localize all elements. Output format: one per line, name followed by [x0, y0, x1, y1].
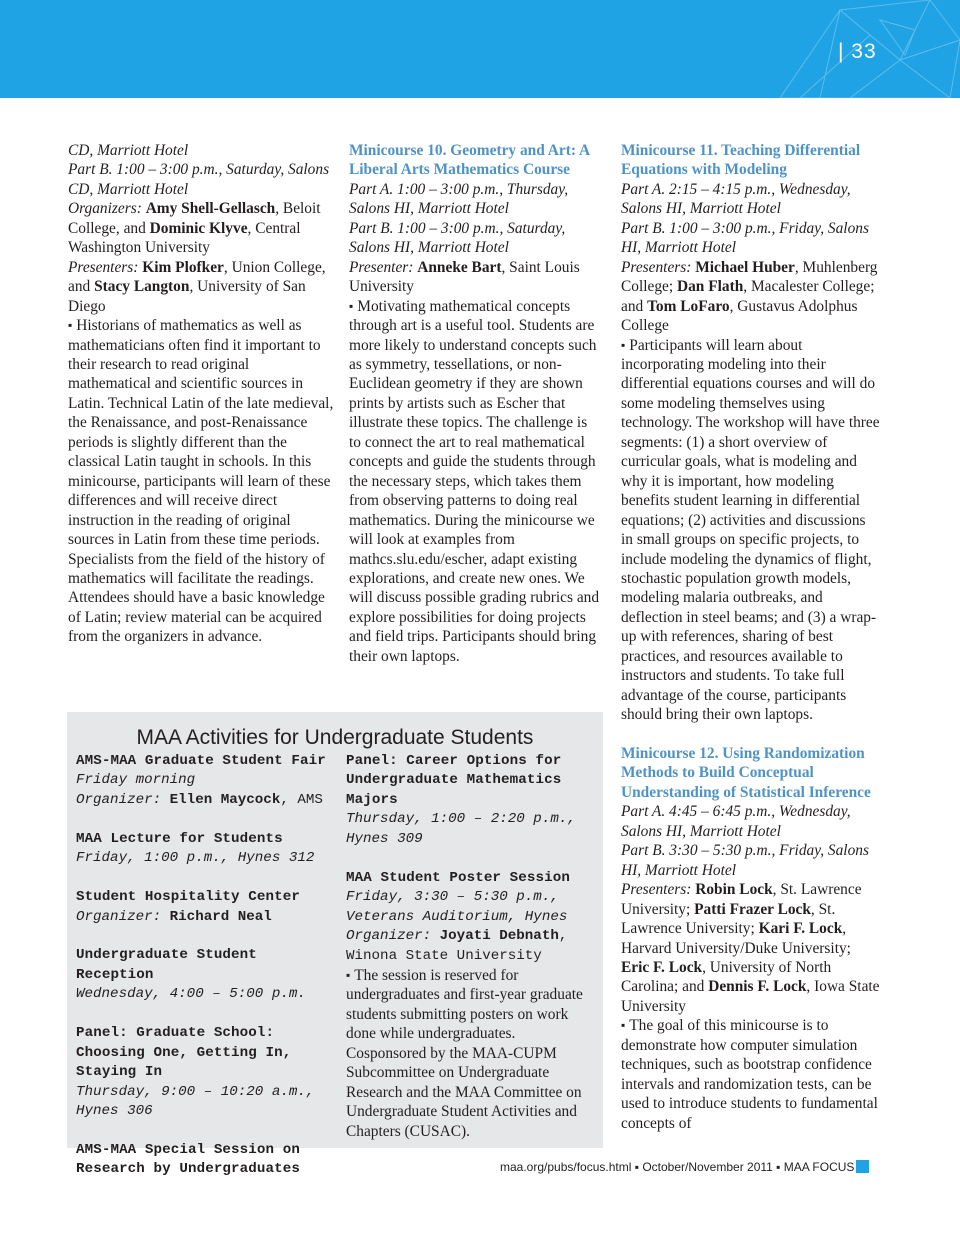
presenter-affiliation: , Harvard University/Duke University; [621, 920, 851, 957]
part-a-line: Part A. 2:15 – 4:15 p.m., Wednesday, Salons HI, Marriott Hotel [621, 180, 851, 218]
organizer-label: Organizer: [76, 908, 162, 925]
event-time: Thursday, 9:00 – 10:20 a.m., Hynes 306 [76, 1083, 315, 1120]
organizer-affiliation: , Winona State University [346, 928, 568, 964]
location-line: CD, Marriott Hotel [68, 142, 189, 159]
minicourse-description: ▪ Participants will learn about incorporating modeling into their differential equations courses and will do some modeling themselves using technology. The workshop will have three segments: (1) a short overview of curricular goals, what is modeling and why it is important, how modeling benefits student learning in differential equations; (2) activities and discussions in small groups on specific projects, to include modeling the dynamics of flight, stochastic population growth models, modeling malaria outbreaks, and deflection in steel beams; and (3) a wrap-up with references, sharing of best practices, and resources available to instructors and students. To take full advantage of the course, participants should bring their own laptops. [621, 336, 881, 725]
presenters-label: Presenters: [621, 258, 692, 276]
undergraduate-activities-box [67, 712, 603, 1178]
box-title: MAA Activities for Undergraduate Students [136, 726, 534, 749]
event-organizer [346, 927, 596, 966]
presenter-name: Robin Lock [695, 881, 773, 899]
presenters-line [621, 258, 881, 336]
minicourse-description: ▪ The goal of this minicourse is to demonstrate how computer simulation techniques, such as bootstrap confidence intervals and randomization tests, can be used to introduce students to fundamental concepts of [621, 1016, 881, 1133]
event-title: MAA Lecture for Students [76, 830, 283, 847]
minicourse-11-title: Minicourse 11. Teaching Differential Equations with Modeling [621, 142, 861, 179]
page-number: | 33 [838, 40, 877, 63]
organizer-name: Joyati Debnath [439, 928, 559, 945]
minicourse-10-title: Minicourse 10. Geometry and Art: A Liberal Arts Mathematics Course [349, 142, 590, 179]
column-1 [68, 141, 334, 647]
presenter-name: Dennis F. Lock [708, 978, 807, 996]
geometric-decoration-icon [700, 0, 960, 98]
organizer-name: Amy Shell-Gellasch [145, 200, 276, 218]
presenter-affiliation: , Saint Louis University [349, 258, 580, 296]
presenter-affiliation: , Gustavus Adolphus College [621, 297, 858, 335]
presenter-affiliation: , University of North Carolina; and [621, 959, 832, 996]
presenter-affiliation: , Macalester College; and [621, 278, 875, 315]
presenters-label: Presenters: [68, 258, 139, 276]
event-time: Thursday, 1:00 – 2:20 p.m., Hynes 309 [346, 811, 576, 847]
event-time: Friday morning [76, 772, 196, 789]
organizer-name: Dominic Klyve [149, 219, 248, 237]
box-column-right [346, 752, 596, 1141]
presenters-label: Presenters: [621, 881, 692, 899]
presenter-affiliation: , St. Lawrence University; [621, 900, 836, 938]
minicourse-description: ▪ Motivating mathematical concepts through art is a useful tool. Students are more likely to understand concepts such as symmetry, tessellations, or non-Euclidean geometry if they are shown prints by artists such as Escher that illustrate these topics. The challenge is to connect the art to real mathematical concepts and guide the students through the necessary steps, which takes them from observing patterns to doing real mathematics. During the minicourse we will look at examples from mathcs.slu.edu/escher, adapt existing explorations, and create new ones. We will discuss possible grading rubrics and explore possibilities for doing projects and field trips. Participants should bring their own laptops. [349, 297, 603, 667]
event-title: MAA Student Poster Session [346, 869, 570, 886]
event-time: Friday, 3:30 – 5:30 p.m., Veterans Auditorium, Hynes [346, 889, 568, 925]
part-a-line: Part A. 1:00 – 3:00 p.m., Thursday, Salons HI, Marriott Hotel [349, 180, 569, 218]
footer-square-icon [856, 1160, 869, 1173]
presenter-label: Presenter: [349, 258, 414, 276]
presenter-name: Kari F. Lock [758, 920, 843, 938]
presenter-affiliation: , St. Lawrence University; [621, 881, 862, 918]
minicourse-12-title: Minicourse 12. Using Randomization Methods to Build Conceptual Understanding of Statistical Inference [621, 745, 871, 801]
part-b-line: Part B. 1:00 – 3:00 p.m., Saturday, Salons CD, Marriott Hotel [68, 161, 330, 198]
page-footer: maa.org/pubs/focus.html ▪ October/November 2011 ▪ MAA FOCUS [500, 1160, 855, 1174]
presenter-name: Dan Flath [677, 278, 744, 296]
column-3 [621, 141, 881, 1133]
event-organizer [76, 791, 332, 810]
part-b-line: Part B. 1:00 – 3:00 p.m., Saturday, Salons HI, Marriott Hotel [349, 219, 566, 257]
minicourse-description: ▪ Historians of mathematics as well as mathematicians often find it important to their research to read original mathematical and scientific sources in Latin. Technical Latin of the late medieval, the Renaissance, and post-Renaissance periods is slightly different than the classical Latin taught in schools. In this minicourse, participants will learn of these differences and will receive direct instruction in the reading of original sources in Latin from these time periods. Specialists from the field of the history of mathematics will facilitate the readings. Attendees should have a basic knowledge of Latin; review material can be acquired from the organizers in advance. [68, 316, 334, 647]
organizer-label: Organizer: [346, 928, 432, 945]
box-column-left [76, 752, 332, 1180]
event-title: AMS-MAA Special Session on Research by Undergraduates [76, 1141, 300, 1178]
organizers-line [68, 199, 334, 257]
presenter-name: Stacy Langton [94, 278, 190, 296]
header-bar [0, 0, 960, 98]
organizer-affiliation: , Beloit College, and [68, 200, 321, 237]
event-title: AMS-MAA Graduate Student Fair [76, 753, 326, 769]
event-title: Undergraduate Student Reception [76, 947, 257, 983]
organizer-name: Ellen Maycock [169, 791, 281, 808]
presenter-name: Eric F. Lock [621, 959, 703, 977]
event-time: Friday, 1:00 p.m., Hynes 312 [76, 850, 315, 867]
event-organizer [76, 908, 332, 927]
event-title: Panel: Career Options for Undergraduate Mathematics Majors [346, 753, 562, 808]
organizer-affiliation: , Central Washington University [68, 219, 301, 257]
presenter-line [349, 258, 603, 297]
presenter-affiliation: , Union College, and [68, 258, 326, 296]
organizer-affiliation: , AMS [280, 791, 323, 808]
event-description: ▪ The session is reserved for undergraduates and first-year graduate students submitting posters on work done while undergraduates. Cosponsored by the MAA-CUPM Subcommittee on Undergraduate Research and the MAA Committee on Undergraduate Student Activities and Chapters (CUSAC). [346, 966, 596, 1141]
part-b-line: Part B. 3:30 – 5:30 p.m., Friday, Salons HI, Marriott Hotel [621, 842, 869, 879]
presenter-name: Michael Huber [695, 258, 795, 276]
presenter-affiliation: , Muhlenberg College; [621, 258, 878, 296]
part-b-line: Part B. 1:00 – 3:00 p.m., Friday, Salons HI, Marriott Hotel [621, 219, 869, 257]
organizer-label: Organizer: [76, 791, 162, 808]
column-2 [349, 141, 603, 666]
presenter-affiliation: , Iowa State University [621, 978, 880, 1015]
part-a-line: Part A. 4:45 – 6:45 p.m., Wednesday, Salons HI, Marriott Hotel [621, 803, 851, 840]
event-title: Student Hospitality Center [76, 889, 300, 906]
organizer-name: Richard Neal [169, 908, 272, 925]
presenter-name: Kim Plofker [142, 258, 224, 276]
presenter-name: Tom LoFaro [647, 297, 730, 315]
presenters-line [621, 880, 881, 1016]
presenters-line [68, 258, 334, 316]
organizers-label: Organizers: [68, 200, 142, 218]
presenter-name: Patti Frazer Lock [694, 900, 811, 918]
presenter-name: Anneke Bart [417, 258, 502, 276]
event-title: Panel: Graduate School: Choosing One, Getting In, Staying In [76, 1025, 292, 1081]
event-time: Wednesday, 4:00 – 5:00 p.m. [76, 986, 306, 1003]
presenter-affiliation: , University of San Diego [68, 278, 306, 315]
